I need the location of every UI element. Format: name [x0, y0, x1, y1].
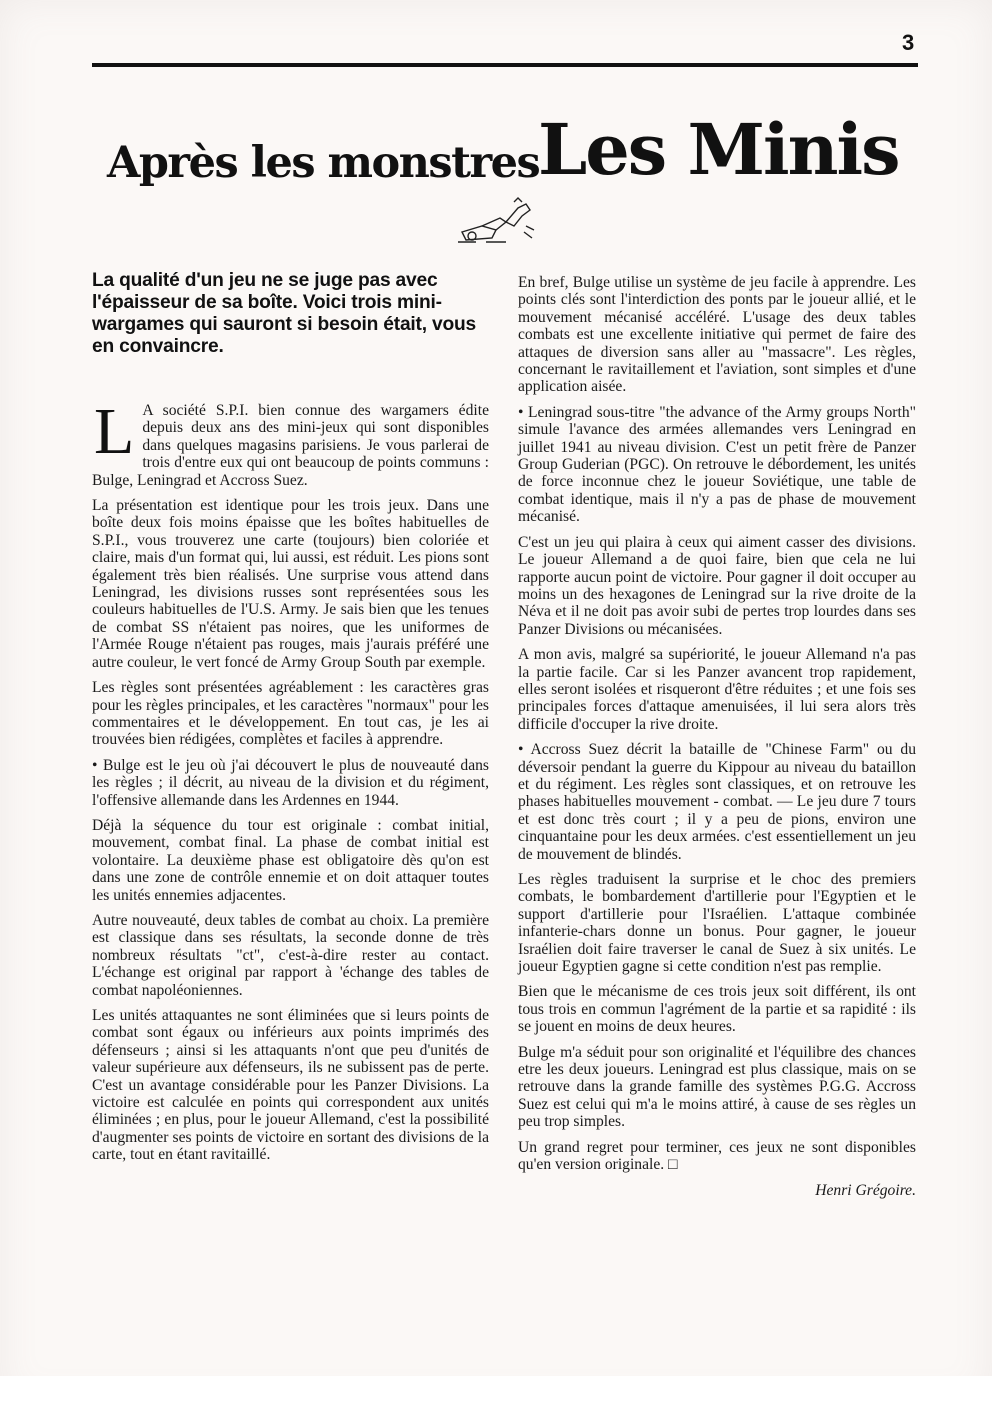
right-column [518, 274, 916, 1207]
drop-cap: L [94, 395, 135, 468]
paragraph: Les unités attaquantes ne sont éliminées que si leurs points de combat sont égaux ou inférieurs aux points imprimés des défenseurs ; ainsi si les attaquants n'ont que peu d'unités de valeur supérieure aux défenseurs, ils ne subissent pas de perte. C'est un avantage considérable pour les Panzer Divisions. La victoire est calculée en points qui correspondent aux unités éliminées ; en plus, pour le joueur Allemand, c'est la possibilité d'augmenter ses points de victoire en sortant des divisions de la carte, tout en étant ravitaillé. [92, 1007, 489, 1164]
paragraph: Bien que le mécanisme de ces trois jeux soit différent, ils ont tous trois en commun l'agrément de la partie et sa rapidité : ils se jouent en moins de deux heures. [518, 983, 916, 1036]
paragraph: Les règles sont présentées agréablement : les caractères gras pour les règles principales, et les caractères "normaux" pour les commentaires et le développement. En tout cas, je les ai trouvées bien rédigées, complètes et faciles à apprendre. [92, 679, 489, 749]
page-number: 3 [902, 30, 915, 55]
paragraph: Autre nouveauté, deux tables de combat au choix. La première est classique dans ses résultats, la seconde donne de très nombreux résultats "ct", c'est-à-dire rester au contact. L'échange est original par rapport à 'échange des tables de combat napoléoniennes. [92, 911, 489, 999]
paragraph [92, 395, 489, 489]
page-bottom-margin [0, 1376, 992, 1404]
paragraph: En bref, Bulge utilise un système de jeu facile à apprendre. Les points clés sont l'interdiction des ponts par le joueur allié, et le mouvement mécanisé accéléré. L'usage des deux tables combats est une excellente initiative qui permet de faire des attaques de diversion sans aller au "massacre". Les règles, concernant le ravitaillement et l'aviation, sont simples et d'une application aisée. [518, 274, 916, 396]
article-intro: La qualité d'un jeu ne se juge pas avec l'épaisseur de sa boîte. Voici trois mini-wargames qui sauront si besoin était, vous en convaincre. [92, 270, 476, 357]
article-title [92, 108, 918, 198]
paragraph: Bulge m'a séduit pour son originalité et l'équilibre des chances etre les deux joueurs. Leningrad est plus classique, mais on se retrouve dans la grande famille des systèmes P.G.G. Accross Suez est celui qui m'a le moins attiré, à cause de ses règles un peu trop simples. [518, 1043, 916, 1131]
title-main: Les Minis [538, 108, 899, 191]
paragraph: A mon avis, malgré sa supériorité, le joueur Allemand n'a pas la partie facile. Car si les Panzer avancent trop rapidement, elles seront isolées et risqueront d'être réduites ; et une fois ses principales forces d'attaque amenuisées, il lui sera alors très difficile d'occuper la rive droite. [518, 646, 916, 733]
paragraph: La présentation est identique pour les trois jeux. Dans une boîte deux fois moins épaisse que les boîtes habituelles de S.P.I., vous trouverez une carte (toujours) bien coloriée et claire, mais d'un format qui, lui aussi, est réduit. Les pions sont également très bien réalisés. Une surprise vous attend dans Leningrad, les divisions russes sont représentées sous les couleurs habituelles de l'U.S. Army. Je sais bien que les tenues de combat SS n'étaient pas noires, que les uniformes de l'Armée Rouge n'étaient pas rouges, mais j'aurais préféré une autre couleur, le vert foncé de Army Group South par exemple. [92, 497, 489, 671]
paragraph: • Bulge est le jeu où j'ai découvert le plus de nouveauté dans les règles ; il décrit, au niveau de la division et du régiment, l'offensive allemande dans les Ardennes en 1944. [92, 756, 489, 809]
author-signature: Henri Grégoire. [815, 1181, 916, 1199]
paragraph: • Accross Suez décrit la bataille de "Chinese Farm" ou du déversoir pendant la guerre du Kippour au niveau du bataillon et du régiment. Les règles sont classiques, et on retrouve les phases habituelles mouvement - combat. — Le jeu dure 7 tours et est donc très court ; il y a peu de pions, environ une cinquantaine pour les deux armées. c'est essentiellement un jeu de mouvement de blindés. [518, 741, 916, 863]
header-rule [92, 63, 918, 67]
paragraph: Un grand regret pour terminer, ces jeux ne sont disponibles qu'en version originale. □ [518, 1138, 916, 1174]
paragraph-text: A société S.P.I. bien connue des wargamers édite depuis deux ans des mini-jeux qui sont disponibles dans quelques magasins parisiens. Je vous parlerai de trois d'entre eux qui ont beaucoup de points communs : Bulge, Leningrad et Accross Suez. [92, 402, 489, 489]
paragraph: C'est un jeu qui plaira à ceux qui aiment casser des divisions. Le joueur Allemand a de quoi faire, bien que cela ne lui rapporte aucun point de victoire. Pour gagner il doit occuper au moins un des hexagones de Leningrad sur la rive droite de la Néva et il ne doit pas avoir subi de pertes trop lourdes dans ses Panzer Divisions ou mécanisées. [518, 533, 916, 638]
title-prefix: Après les monstres [107, 138, 540, 188]
left-column [92, 270, 489, 1172]
paragraph: Les règles traduisent la surprise et le choc des premiers combats, le bombardement d'artillerie pour l'Egyptien et le support d'artillerie pour l'Israélien. L'attaque combinée infanterie-chars donne un bonus. Pour gagner, le joueur Israélien doit faire traverser le canal de Suez à six unités. Le joueur Egyptien gagne si cette condition n'est pas remplie. [518, 871, 916, 976]
paragraph: Déjà la séquence du tour est originale : combat initial, mouvement, combat final. La phase de combat initial est volontaire. La deuxième phase est obligatoire dès qu'on est dans une zone de contrôle ennemie et on doit attaquer toutes les unités ennemies adjacentes. [92, 816, 489, 904]
cannon-illustration [456, 196, 536, 244]
paragraph: • Leningrad sous-titre "the advance of the Army groups North" simule l'avance des armées allemandes vers Leningrad en juillet 1941 au niveau division. C'est un petit frère de Panzer Group Guderian (PGC). On retrouve le débordement, les unités de force inconnue chez le joueur Soviétique, une table de combat identique, mais il n'y a pas de phase de mouvement mécanisé. [518, 403, 916, 526]
